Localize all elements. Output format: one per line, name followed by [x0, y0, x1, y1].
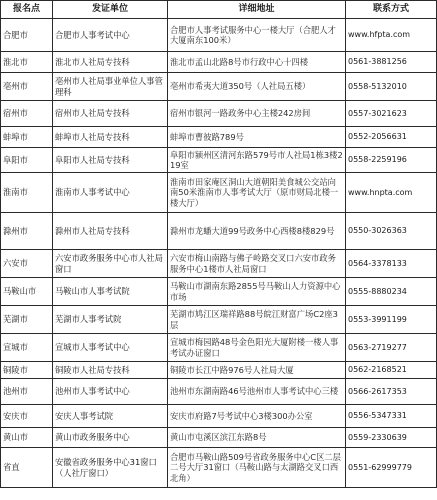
- header-city: 报名点: [1, 1, 53, 19]
- unit-cell: 宣城市人事考试中心: [53, 334, 168, 362]
- header-contact: 联系方式: [346, 1, 437, 19]
- contact-cell: 0555-8880234: [346, 278, 437, 306]
- unit-cell: 池州市人事考试中心: [53, 379, 168, 405]
- table-row: [1, 379, 437, 405]
- contact-cell: 0564-3378133: [346, 250, 437, 278]
- table-row: [1, 448, 437, 488]
- address-cell: 合肥市人事考试服务中心一楼大厅（合肥人才大厦南东100米）: [168, 19, 346, 52]
- address-cell: 合肥市马鞍山路509号省政务服务中心C区二层二号大厅31窗口（马鞍山路与太湖路交叉口西北角）: [168, 448, 346, 488]
- city-cell: 宣城市: [1, 334, 53, 362]
- city-cell: 亳州市: [1, 73, 53, 101]
- city-cell: 淮南市: [1, 173, 53, 213]
- unit-cell: 六安市政务服务中心市人社局窗口: [53, 250, 168, 278]
- unit-cell: 阜阳市人社局专技科: [53, 148, 168, 173]
- table-row: [1, 362, 437, 379]
- address-cell: 蚌埠市曹彼路789号: [168, 127, 346, 148]
- unit-cell: 芜湖市人事考试院: [53, 306, 168, 334]
- address-cell: 滁州市龙蟠大道99号政务中心西楼8楼829号: [168, 213, 346, 250]
- table-row: [1, 250, 437, 278]
- city-cell: 淮北市: [1, 52, 53, 73]
- city-cell: 黄山市: [1, 428, 53, 448]
- unit-cell: 安庆人事考试院: [53, 405, 168, 428]
- address-cell: 淮南市田家庵区洞山大道朝阳美食城公交站向南50米淮南市人事考试大厅（原市财局北楼一楼大厅）: [168, 173, 346, 213]
- contact-cell: 0553-3991199: [346, 306, 437, 334]
- contact-cell: 0551-62999779: [346, 448, 437, 488]
- table-row: [1, 148, 437, 173]
- contact-cell: 0562-2168521: [346, 362, 437, 379]
- unit-cell: 滁州市人社局专技科: [53, 213, 168, 250]
- table-row: [1, 52, 437, 73]
- header-unit: 发证单位: [53, 1, 168, 19]
- address-cell: 淮北市孟山北路8号市行政中心十四楼: [168, 52, 346, 73]
- unit-cell: 黄山市政务服务中心: [53, 428, 168, 448]
- contact-cell: 0557-3021623: [346, 101, 437, 127]
- unit-cell: 马鞍山市人事考试院: [53, 278, 168, 306]
- contact-cell: 0558-5132010: [346, 73, 437, 101]
- contact-cell: 0559-2330639: [346, 428, 437, 448]
- unit-cell: 蚌埠市人社局专技科: [53, 127, 168, 148]
- city-cell: 芜湖市: [1, 306, 53, 334]
- city-cell: 阜阳市: [1, 148, 53, 173]
- contact-cell: 0550-3026363: [346, 213, 437, 250]
- address-cell: 亳州市希夷大道350号（人社局五楼）: [168, 73, 346, 101]
- table-row: [1, 428, 437, 448]
- address-cell: 安庆市府路7号考试中心3楼300办公室: [168, 405, 346, 428]
- contact-link[interactable]: www.hfpta.com: [346, 19, 437, 52]
- city-cell: 蚌埠市: [1, 127, 53, 148]
- address-cell: 马鞍山市湖南东路2855号马鞍山人力资源中心市场: [168, 278, 346, 306]
- table-row: [1, 278, 437, 306]
- address-cell: 黄山市屯溪区滨江东路8号: [168, 428, 346, 448]
- city-cell: 合肥市: [1, 19, 53, 52]
- city-cell: 宿州市: [1, 101, 53, 127]
- table-row: [1, 73, 437, 101]
- contact-cell: 0561-3881256: [346, 52, 437, 73]
- address-cell: 芜湖市鸠江区瑞祥路88号皖江财富广场C2座3层: [168, 306, 346, 334]
- table-row: [1, 334, 437, 362]
- contact-cell: 0563-2719277: [346, 334, 437, 362]
- city-cell: 六安市: [1, 250, 53, 278]
- address-cell: 六安市梅山南路与佛子岭路交叉口六安市政务服务中心1楼市人社局窗口: [168, 250, 346, 278]
- table-row: [1, 19, 437, 52]
- unit-cell: 亳州市人社局事业单位人事管理科: [53, 73, 168, 101]
- city-cell: 省直: [1, 448, 53, 488]
- unit-cell: 合肥市人事考试中心: [53, 19, 168, 52]
- contact-cell: 0566-2617353: [346, 379, 437, 405]
- table-row: [1, 127, 437, 148]
- address-cell: 池州市东湖南路46号池州市人事考试中心三楼: [168, 379, 346, 405]
- header-row: [1, 1, 437, 19]
- city-cell: 马鞍山市: [1, 278, 53, 306]
- address-cell: 宣城市梅园路48号金色阳光大厦附楼一楼人事考试办证窗口: [168, 334, 346, 362]
- unit-cell: 安徽省政务服务中心31窗口（人社厅窗口）: [53, 448, 168, 488]
- contact-cell: 0552-2056631: [346, 127, 437, 148]
- header-address: 详细地址: [168, 1, 346, 19]
- table-row: [1, 213, 437, 250]
- city-cell: 池州市: [1, 379, 53, 405]
- city-cell: 安庆市: [1, 405, 53, 428]
- unit-cell: 宿州市人社局专技科: [53, 101, 168, 127]
- unit-cell: 淮北市人社局专技科: [53, 52, 168, 73]
- address-cell: 阜阳市颍州区清河东路579号市人社局1栋3楼219室: [168, 148, 346, 173]
- contact-cell: 0558-2259196: [346, 148, 437, 173]
- table-row: [1, 306, 437, 334]
- table-row: [1, 405, 437, 428]
- address-cell: 宿州市银河一路政务中心主楼242房间: [168, 101, 346, 127]
- unit-cell: 淮南市人事考试中心: [53, 173, 168, 213]
- contact-cell: 0556-5347331: [346, 405, 437, 428]
- city-cell: 铜陵市: [1, 362, 53, 379]
- city-cell: 滁州市: [1, 213, 53, 250]
- contact-link[interactable]: www.hnpta.com: [346, 173, 437, 213]
- address-cell: 铜陵市长江中路976号人社局大厦: [168, 362, 346, 379]
- unit-cell: 铜陵市人社局专技科: [53, 362, 168, 379]
- table-row: [1, 173, 437, 213]
- table-row: [1, 101, 437, 127]
